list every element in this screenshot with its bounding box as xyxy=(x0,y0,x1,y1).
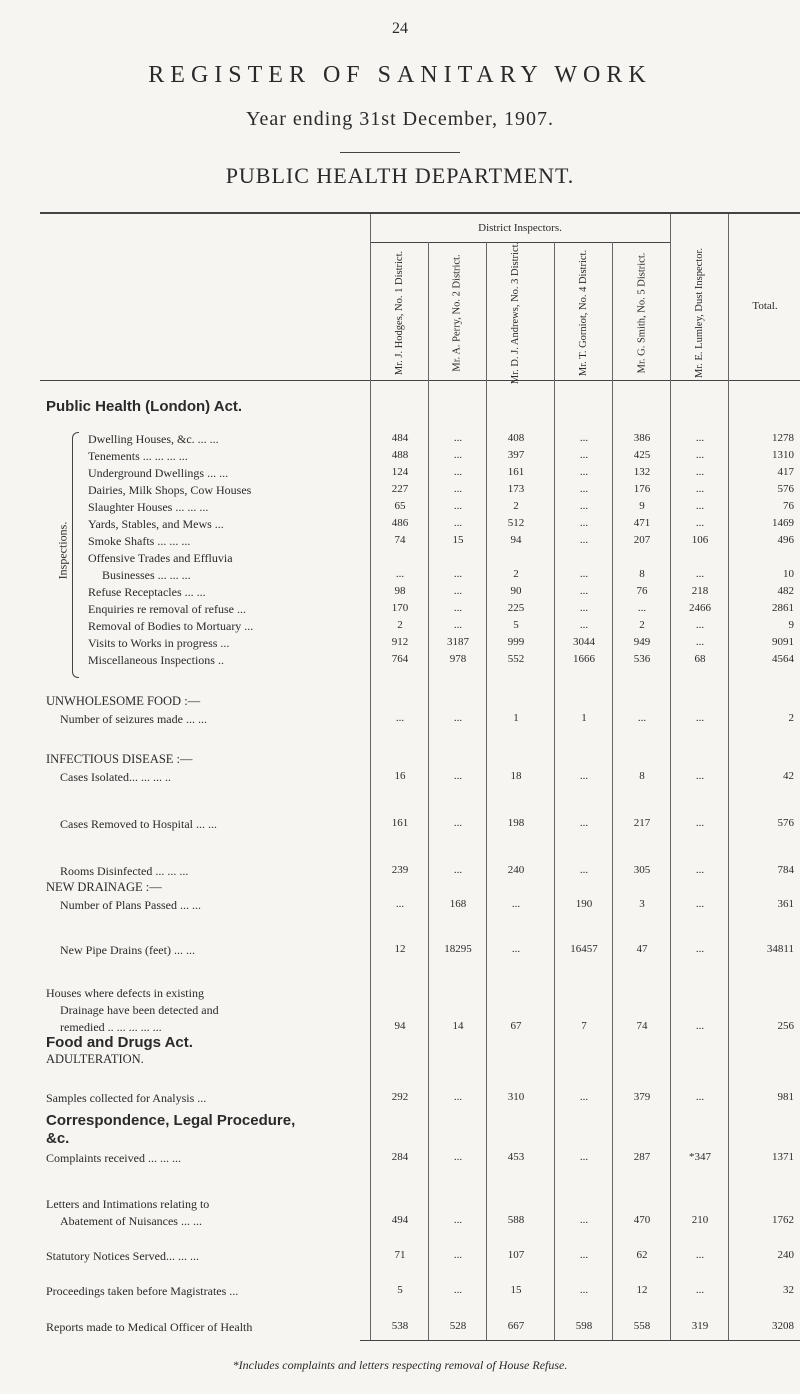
value-cell: 1666 xyxy=(573,653,595,665)
value-cell: 170 xyxy=(391,602,409,614)
register-subtitle: Year ending 31st December, 1907. xyxy=(246,108,554,130)
value-cell: 512 xyxy=(507,517,525,529)
value-cell: 486 xyxy=(391,517,409,529)
value-cell: 397 xyxy=(507,449,525,461)
column-header-lumley: Mr. E. Lumley, Dust Inspector. xyxy=(694,248,705,378)
value-cell: 217 xyxy=(633,817,651,829)
value-cell: 310 xyxy=(507,1091,525,1103)
value-cell: 161 xyxy=(507,466,525,478)
value-cell: ... xyxy=(453,1249,463,1261)
column-header-hodges: Mr. J. Hodges, No. 1 District. xyxy=(394,250,405,376)
value-cell: 1 xyxy=(513,712,519,724)
value-cell: 240 xyxy=(507,864,525,876)
total-cell: 361 xyxy=(777,898,794,910)
register-title: REGISTER OF SANITARY WORK xyxy=(148,62,652,88)
value-cell: ... xyxy=(395,712,405,724)
value-cell: 74 xyxy=(636,1020,648,1032)
value-cell: 107 xyxy=(507,1249,525,1261)
value-cell: 2466 xyxy=(689,602,711,614)
value-cell: 124 xyxy=(391,466,409,478)
row-label: Number of seizures made ... ... xyxy=(60,712,207,726)
row-label: Cases Isolated... ... ... .. xyxy=(60,770,171,784)
row-label: Letters and Intimations relating to xyxy=(46,1197,210,1211)
value-cell: 2 xyxy=(513,568,519,580)
row-label: Drainage have been detected and xyxy=(60,1003,219,1017)
value-cell: ... xyxy=(695,517,705,529)
value-cell: 12 xyxy=(394,943,406,955)
total-cell: 76 xyxy=(783,500,794,512)
row-label: Miscellaneous Inspections .. xyxy=(88,653,224,667)
value-cell: ... xyxy=(695,500,705,512)
value-cell: ... xyxy=(453,1214,463,1226)
value-cell: ... xyxy=(637,712,647,724)
value-cell: 408 xyxy=(507,432,525,444)
section-food-drugs: Food and Drugs Act. xyxy=(46,1034,193,1051)
section-unwholesome-food: UNWHOLESOME FOOD :— xyxy=(46,694,201,708)
value-cell: ... xyxy=(579,1249,589,1261)
value-cell: ... xyxy=(511,898,521,910)
total-cell: 576 xyxy=(777,817,794,829)
value-cell: *347 xyxy=(689,1151,711,1163)
column-header-total: Total. xyxy=(752,300,778,312)
total-cell: 4564 xyxy=(772,653,794,665)
total-cell: 496 xyxy=(777,534,794,546)
value-cell: ... xyxy=(579,534,589,546)
row-label: Refuse Receptacles ... ... xyxy=(88,585,206,599)
total-cell: 9091 xyxy=(772,636,794,648)
row-label: New Pipe Drains (feet) ... ... xyxy=(60,943,195,957)
value-cell: 284 xyxy=(391,1151,409,1163)
total-cell: 1371 xyxy=(772,1151,794,1163)
row-label: Abatement of Nuisances ... ... xyxy=(60,1214,202,1228)
department-title: PUBLIC HEALTH DEPARTMENT. xyxy=(225,163,575,188)
value-cell: ... xyxy=(453,1284,463,1296)
value-cell: 207 xyxy=(633,534,651,546)
value-cell: ... xyxy=(395,568,405,580)
total-cell: 1762 xyxy=(772,1214,794,1226)
section-infectious-disease: INFECTIOUS DISEASE :— xyxy=(46,752,193,766)
value-cell: ... xyxy=(453,517,463,529)
value-cell: ... xyxy=(453,432,463,444)
total-cell: 2861 xyxy=(772,602,794,614)
value-cell: 176 xyxy=(633,483,651,495)
value-cell: 2 xyxy=(639,619,645,631)
section-public-health: Public Health (London) Act. xyxy=(46,398,243,415)
value-cell: 62 xyxy=(636,1249,648,1261)
value-cell: ... xyxy=(511,943,521,955)
total-cell: 576 xyxy=(777,483,794,495)
value-cell: 198 xyxy=(507,817,525,829)
title-underline xyxy=(340,152,460,153)
value-cell: ... xyxy=(695,712,705,724)
value-cell: 239 xyxy=(391,864,409,876)
row-label: Underground Dwellings ... ... xyxy=(88,466,229,480)
value-cell: ... xyxy=(579,864,589,876)
value-cell: 2 xyxy=(397,619,403,631)
total-cell: 32 xyxy=(783,1284,794,1296)
value-cell: ... xyxy=(579,449,589,461)
row-label: Smoke Shafts ... ... ... xyxy=(88,534,191,548)
row-label: Offensive Trades and Effluvia xyxy=(88,551,233,565)
row-label: Cases Removed to Hospital ... ... xyxy=(60,817,217,831)
row-label: Tenements ... ... ... ... xyxy=(88,449,188,463)
value-cell: 168 xyxy=(449,898,467,910)
value-cell: ... xyxy=(579,1151,589,1163)
value-cell: 14 xyxy=(452,1020,464,1032)
value-cell: 3044 xyxy=(573,636,595,648)
value-cell: ... xyxy=(579,466,589,478)
row-label: Number of Plans Passed ... ... xyxy=(60,898,201,912)
value-cell: 386 xyxy=(633,432,651,444)
total-cell: 42 xyxy=(783,770,794,782)
value-cell: 67 xyxy=(510,1020,522,1032)
value-cell: ... xyxy=(579,1214,589,1226)
value-cell: 912 xyxy=(391,636,409,648)
value-cell: 71 xyxy=(394,1249,406,1261)
value-cell: 161 xyxy=(391,817,409,829)
value-cell: 470 xyxy=(633,1214,651,1226)
value-cell: 598 xyxy=(575,1320,593,1332)
value-cell: 999 xyxy=(507,636,525,648)
value-cell: 47 xyxy=(636,943,648,955)
total-cell: 10 xyxy=(783,568,794,580)
value-cell: ... xyxy=(695,864,705,876)
value-cell: 7 xyxy=(581,1020,587,1032)
value-cell: ... xyxy=(695,1249,705,1261)
value-cell: ... xyxy=(453,770,463,782)
column-divider xyxy=(554,242,555,1340)
value-cell: 8 xyxy=(639,568,645,580)
column-header-gorniot: Mr. T. Gorniot, No. 4 District. xyxy=(578,249,590,377)
value-cell: 16 xyxy=(394,770,406,782)
value-cell: 379 xyxy=(633,1091,651,1103)
value-cell: 588 xyxy=(507,1214,525,1226)
value-cell: ... xyxy=(579,432,589,444)
value-cell: ... xyxy=(579,770,589,782)
value-cell: ... xyxy=(579,568,589,580)
value-cell: ... xyxy=(695,1020,705,1032)
value-cell: 210 xyxy=(691,1214,709,1226)
page-number: 24 xyxy=(392,20,408,37)
value-cell: ... xyxy=(453,500,463,512)
value-cell: ... xyxy=(453,1091,463,1103)
value-cell: ... xyxy=(579,1091,589,1103)
value-cell: 218 xyxy=(691,585,709,597)
value-cell: 949 xyxy=(633,636,651,648)
value-cell: 552 xyxy=(507,653,525,665)
value-cell: 453 xyxy=(507,1151,525,1163)
value-cell: 2 xyxy=(513,500,519,512)
value-cell: 225 xyxy=(507,602,525,614)
value-cell: 292 xyxy=(391,1091,409,1103)
value-cell: 8 xyxy=(639,770,645,782)
value-cell: 764 xyxy=(391,653,409,665)
value-cell: 15 xyxy=(510,1284,522,1296)
value-cell: ... xyxy=(579,602,589,614)
column-header-perry: Mr. A. Perry, No. 2 District. xyxy=(452,254,463,372)
row-label: Dairies, Milk Shops, Cow Houses xyxy=(88,483,252,497)
row-label: Removal of Bodies to Mortuary ... xyxy=(88,619,254,633)
value-cell: 471 xyxy=(633,517,651,529)
value-cell: ... xyxy=(453,466,463,478)
value-cell: ... xyxy=(695,898,705,910)
header-bottom-rule xyxy=(40,380,800,381)
value-cell: ... xyxy=(695,466,705,478)
column-header-smith: Mr. G. Smith, No. 5 District. xyxy=(636,252,648,374)
value-cell: ... xyxy=(695,568,705,580)
total-cell: 1310 xyxy=(772,449,794,461)
value-cell: 667 xyxy=(507,1320,525,1332)
section-correspondence-cont: &c. xyxy=(46,1130,70,1147)
value-cell: 94 xyxy=(394,1020,406,1032)
value-cell: 536 xyxy=(633,653,651,665)
total-cell: 1278 xyxy=(772,432,794,444)
value-cell: 305 xyxy=(633,864,651,876)
value-cell: ... xyxy=(453,619,463,631)
value-cell: 12 xyxy=(636,1284,648,1296)
value-cell: 3187 xyxy=(447,636,469,648)
value-cell: ... xyxy=(453,1151,463,1163)
total-cell: 417 xyxy=(777,466,794,478)
value-cell: ... xyxy=(453,602,463,614)
value-cell: ... xyxy=(695,1091,705,1103)
row-label: Proceedings taken before Magistrates ... xyxy=(46,1284,239,1298)
value-cell: 5 xyxy=(513,619,519,631)
value-cell: 488 xyxy=(391,449,409,461)
value-cell: ... xyxy=(579,619,589,631)
value-cell: 319 xyxy=(691,1320,709,1332)
section-adulteration: ADULTERATION. xyxy=(46,1052,144,1066)
value-cell: ... xyxy=(695,636,705,648)
inspections-brace xyxy=(72,432,79,678)
total-cell: 240 xyxy=(777,1249,794,1261)
value-cell: 68 xyxy=(694,653,706,665)
value-cell: ... xyxy=(395,898,405,910)
value-cell: ... xyxy=(695,483,705,495)
value-cell: 74 xyxy=(394,534,406,546)
value-cell: ... xyxy=(579,517,589,529)
value-cell: ... xyxy=(579,483,589,495)
value-cell: 1 xyxy=(581,712,587,724)
value-cell: ... xyxy=(453,817,463,829)
inspections-label: Inspections. xyxy=(55,521,70,579)
row-label: Visits to Works in progress ... xyxy=(88,636,230,650)
value-cell: 558 xyxy=(633,1320,651,1332)
value-cell: ... xyxy=(453,585,463,597)
value-cell: 538 xyxy=(391,1320,409,1332)
row-label: Reports made to Medical Officer of Health xyxy=(46,1320,253,1334)
value-cell: ... xyxy=(453,483,463,495)
value-cell: ... xyxy=(579,817,589,829)
value-cell: 18295 xyxy=(444,943,472,955)
value-cell: 76 xyxy=(636,585,648,597)
value-cell: 16457 xyxy=(570,943,598,955)
section-correspondence: Correspondence, Legal Procedure, xyxy=(46,1112,296,1129)
value-cell: ... xyxy=(695,432,705,444)
value-cell: ... xyxy=(453,449,463,461)
table-bottom-rule xyxy=(360,1340,800,1341)
value-cell: 425 xyxy=(633,449,651,461)
value-cell: 287 xyxy=(633,1151,651,1163)
value-cell: ... xyxy=(695,770,705,782)
total-cell: 981 xyxy=(777,1091,794,1103)
value-cell: 9 xyxy=(639,500,645,512)
footnote: *Includes complaints and letters respecting removal of House Refuse. xyxy=(232,1358,568,1372)
total-cell: 1469 xyxy=(772,517,794,529)
total-cell: 34811 xyxy=(766,943,794,955)
row-label: Houses where defects in existing xyxy=(46,986,204,1000)
value-cell: 173 xyxy=(507,483,525,495)
value-cell: 227 xyxy=(391,483,409,495)
value-cell: 65 xyxy=(394,500,406,512)
value-cell: ... xyxy=(695,817,705,829)
value-cell: 106 xyxy=(691,534,709,546)
value-cell: 978 xyxy=(449,653,467,665)
value-cell: 190 xyxy=(575,898,593,910)
value-cell: ... xyxy=(695,943,705,955)
row-label: Complaints received ... ... ... xyxy=(46,1151,181,1165)
value-cell: 18 xyxy=(510,770,522,782)
value-cell: 98 xyxy=(394,585,406,597)
value-cell: ... xyxy=(695,449,705,461)
value-cell: 484 xyxy=(391,432,409,444)
row-label: Samples collected for Analysis ... xyxy=(46,1091,207,1105)
total-cell: 482 xyxy=(777,585,794,597)
value-cell: ... xyxy=(695,1284,705,1296)
value-cell: ... xyxy=(637,602,647,614)
row-label: Rooms Disinfected ... ... ... xyxy=(60,864,189,878)
value-cell: 5 xyxy=(397,1284,403,1296)
row-label: Enquiries re removal of refuse ... xyxy=(88,602,246,616)
section-new-drainage: NEW DRAINAGE :— xyxy=(46,880,162,894)
value-cell: 15 xyxy=(452,534,464,546)
column-header-andrews: Mr. D. J. Andrews, No. 3 District. xyxy=(510,241,521,385)
total-cell: 784 xyxy=(777,864,794,876)
value-cell: 494 xyxy=(391,1214,409,1226)
row-label: Statutory Notices Served... ... ... xyxy=(46,1249,199,1263)
row-label: Slaughter Houses ... ... ... xyxy=(88,500,209,514)
column-divider xyxy=(486,242,487,1340)
total-cell: 9 xyxy=(788,619,794,631)
row-label: Businesses ... ... ... xyxy=(102,568,191,582)
column-divider xyxy=(612,242,613,1340)
value-cell: ... xyxy=(453,712,463,724)
row-label: Dwelling Houses, &c. ... ... xyxy=(88,432,219,446)
value-cell: ... xyxy=(453,568,463,580)
column-divider xyxy=(428,242,429,1340)
value-cell: ... xyxy=(579,585,589,597)
row-label: remedied .. ... ... ... ... xyxy=(60,1020,162,1034)
value-cell: ... xyxy=(695,619,705,631)
value-cell: 3 xyxy=(639,898,645,910)
row-label: Yards, Stables, and Mews ... xyxy=(88,517,224,531)
total-cell: 256 xyxy=(777,1020,794,1032)
total-cell: 3208 xyxy=(772,1320,794,1332)
value-cell: 132 xyxy=(633,466,651,478)
district-inspectors-label: District Inspectors. xyxy=(478,222,562,234)
value-cell: ... xyxy=(579,500,589,512)
value-cell: ... xyxy=(579,1284,589,1296)
value-cell: 528 xyxy=(449,1320,467,1332)
value-cell: ... xyxy=(453,864,463,876)
value-cell: 94 xyxy=(510,534,522,546)
table-top-rule xyxy=(40,212,800,214)
value-cell: 90 xyxy=(510,585,522,597)
total-cell: 2 xyxy=(788,712,794,724)
